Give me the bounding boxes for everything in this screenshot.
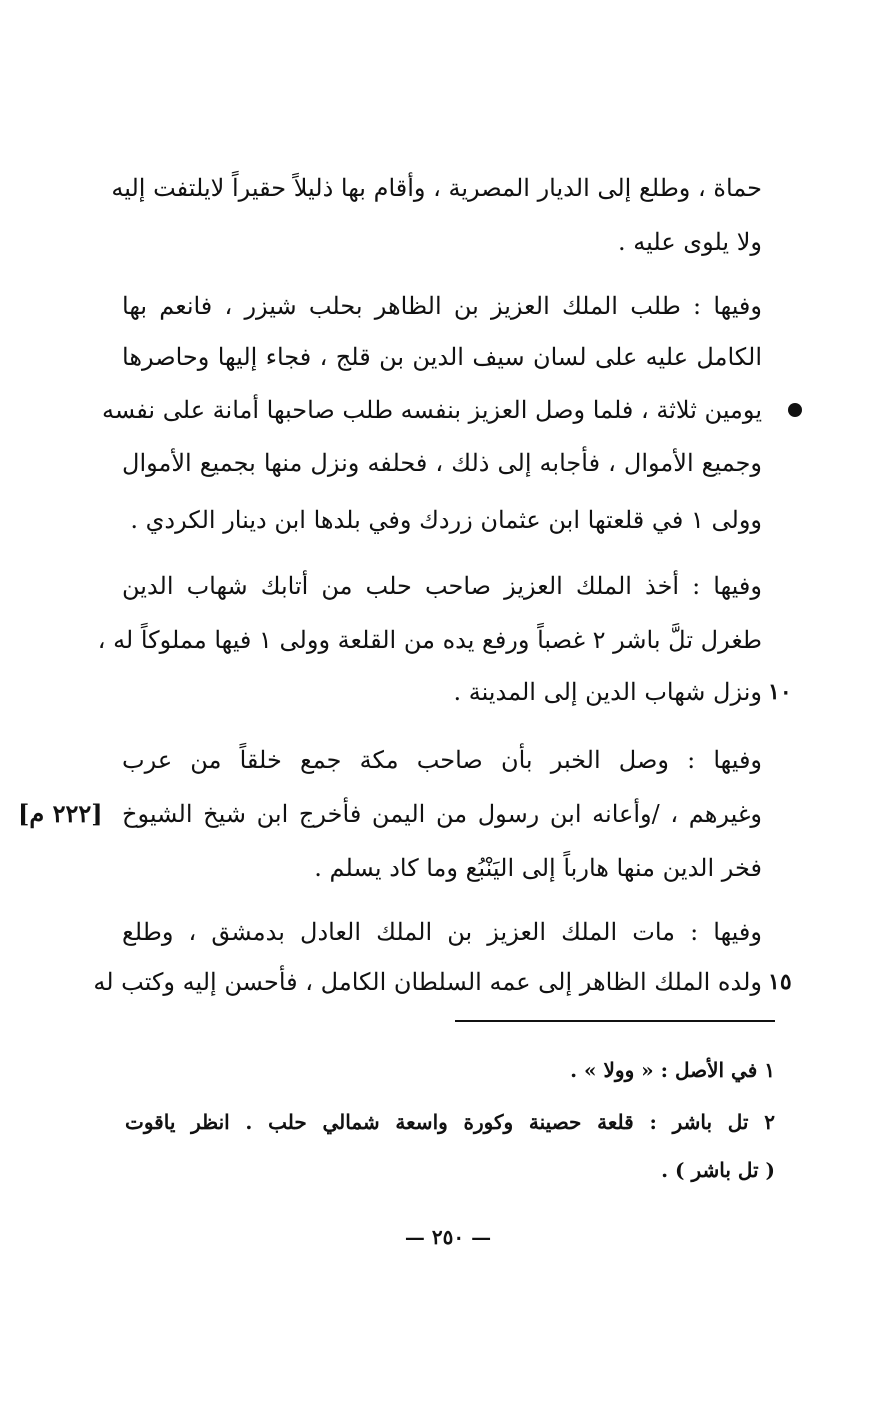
footnote-2-line-1: ٢ تل باشر : قلعة حصينة وكورة واسعة شمالي حلب . انظر ياقوت	[125, 1110, 775, 1134]
page-number: — ٢٥٠ —	[404, 1225, 492, 1249]
body-line-10: ونزل شهاب الدين إلى المدينة .	[453, 678, 762, 706]
margin-line-number-15: ١٥	[768, 969, 792, 995]
body-line-9: طغرل تلَّ باشر ٢ غصباً ورفع يده من القلعة وولى ١ فيها مملوكاً له ،	[97, 626, 762, 654]
margin-bullet-icon	[788, 403, 802, 417]
body-line-1: حماة ، وطلع إلى الديار المصرية ، وأقام بها ذليلاً حقيراً لايلتفت إليه	[111, 174, 762, 202]
body-line-12: وغيرهم ، /وأعانه ابن رسول من اليمن فأخرج ابن شيخ الشيوخ	[122, 800, 763, 828]
body-line-4: الكامل عليه على لسان سيف الدين بن قلج ، فجاء إليها وحاصرها	[122, 343, 762, 371]
body-line-15: ولده الملك الظاهر إلى عمه السلطان الكامل ، فأحسن إليه وكتب له	[93, 968, 762, 996]
body-line-2: ولا يلوى عليه .	[618, 228, 762, 256]
body-line-13: فخر الدين منها هارباً إلى اليَنْبُع وما كاد يسلم .	[314, 854, 762, 882]
body-line-11: وفيها : وصل الخبر بأن صاحب مكة جمع خلقاً من عرب	[122, 746, 762, 774]
body-line-7: وولى ١ في قلعتها ابن عثمان زردك وفي بلدها ابن دينار الكردي .	[130, 506, 762, 534]
body-line-14: وفيها : مات الملك العزيز بن الملك العادل بدمشق ، وطلع	[122, 918, 762, 946]
footnote-1: ١ في الأصل : « وولا » .	[570, 1058, 775, 1082]
body-line-6: وجميع الأموال ، فأجابه إلى ذلك ، فحلفه ونزل منها بجميع الأموال	[122, 449, 763, 477]
footnote-separator	[455, 1020, 775, 1022]
folio-marker: [٢٢٢ م]	[18, 799, 103, 828]
margin-line-number-10: ١٠	[768, 679, 792, 705]
body-line-5: يومين ثلاثة ، فلما وصل العزيز بنفسه طلب صاحبها أمانة على نفسه	[102, 396, 762, 424]
footnote-2-line-2: ( تل باشر ) .	[661, 1158, 775, 1182]
body-line-3: وفيها : طلب الملك العزيز بن الظاهر بحلب شيزر ، فانعم بها	[122, 292, 762, 320]
body-line-8: وفيها : أخذ الملك العزيز صاحب حلب من أتابك شهاب الدين	[122, 572, 762, 600]
